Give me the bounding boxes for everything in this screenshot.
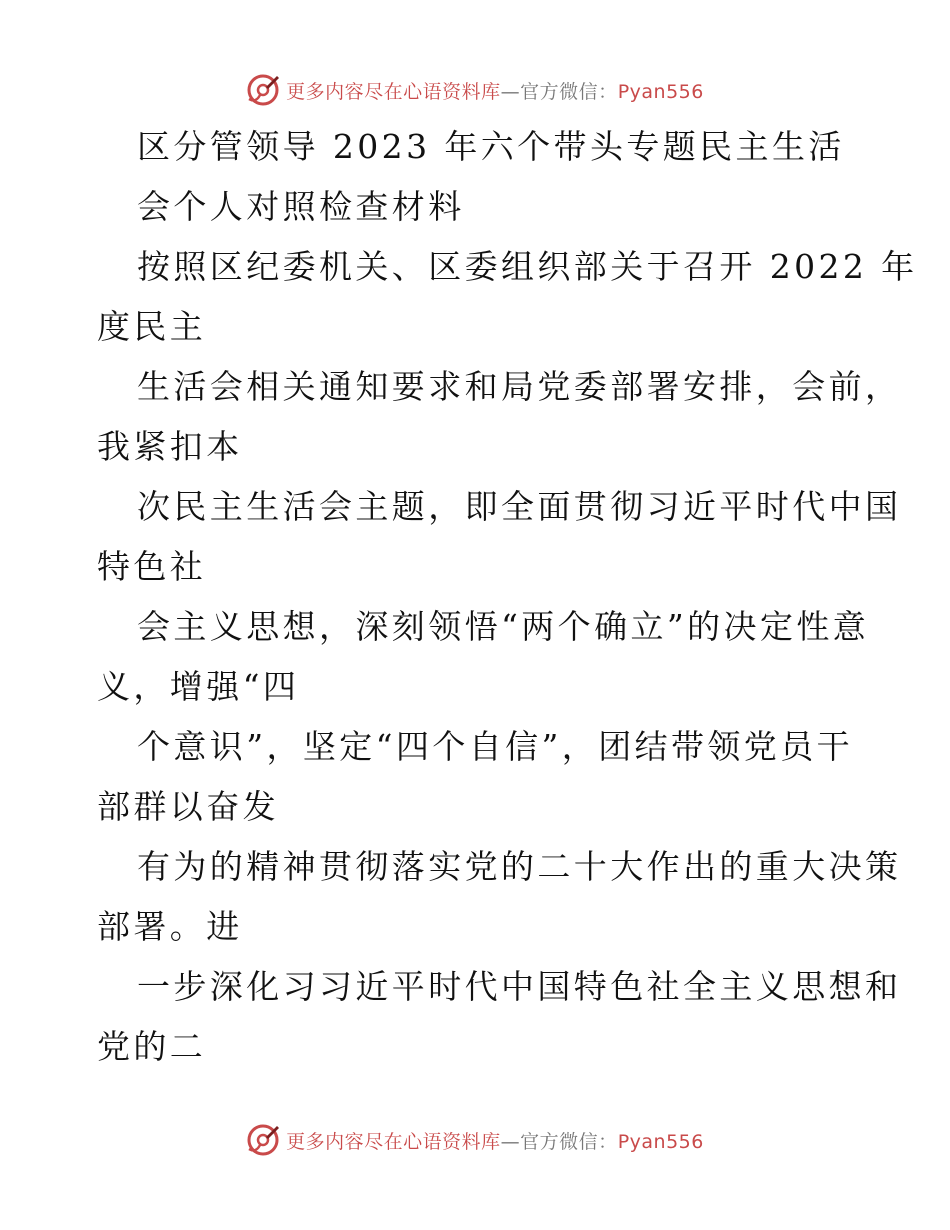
watermark-dash: — [500, 1130, 521, 1153]
pen-logo-icon [246, 73, 280, 107]
pen-logo-icon [246, 1123, 280, 1157]
doc-line: 生活会相关通知要求和局党委部署安排，会前， [137, 367, 902, 406]
doc-line: 按照区纪委机关、区委组织部关于召开 2022 年 [137, 247, 918, 286]
doc-line: 有为的精神贯彻落实党的二十大作出的重大决策 [137, 847, 902, 886]
watermark-main: 更多内容尽在心语资料库 [286, 80, 501, 103]
watermark-text [286, 1127, 704, 1154]
watermark-wechat-label: 官方微信： [520, 80, 618, 103]
doc-line: 个意识”，坚定“四个自信”，团结带领党员干 [137, 727, 854, 766]
watermark-main: 更多内容尽在心语资料库 [286, 1130, 501, 1153]
watermark-text [286, 77, 704, 104]
doc-line: 义，增强“四 [97, 667, 300, 706]
doc-line: 会主义思想，深刻领悟“两个确立”的决定性意 [137, 607, 870, 646]
doc-line: 党的二 [97, 1027, 207, 1066]
doc-line: 我紧扣本 [97, 427, 243, 466]
doc-line: 次民主生活会主题，即全面贯彻习近平时代中国 [137, 487, 902, 526]
doc-line: 特色社 [97, 547, 207, 586]
doc-title-line-1: 区分管领导 2023 年六个带头专题民主生活 [137, 127, 845, 166]
document-body [97, 117, 918, 1077]
watermark-wechat-label: 官方微信： [520, 1130, 618, 1153]
doc-line: 部署。进 [97, 907, 243, 946]
footer-watermark [0, 1120, 950, 1160]
header-watermark [0, 70, 950, 110]
watermark-wechat-id: Pyan556 [617, 80, 704, 103]
doc-line: 一步深化习习近平时代中国特色社全主义思想和 [137, 967, 902, 1006]
watermark-dash: — [500, 80, 521, 103]
doc-line: 部群以奋发 [97, 787, 279, 826]
watermark-wechat-id: Pyan556 [617, 1130, 704, 1153]
doc-line: 度民主 [97, 307, 207, 346]
doc-title-line-2: 会个人对照检查材料 [137, 187, 465, 226]
